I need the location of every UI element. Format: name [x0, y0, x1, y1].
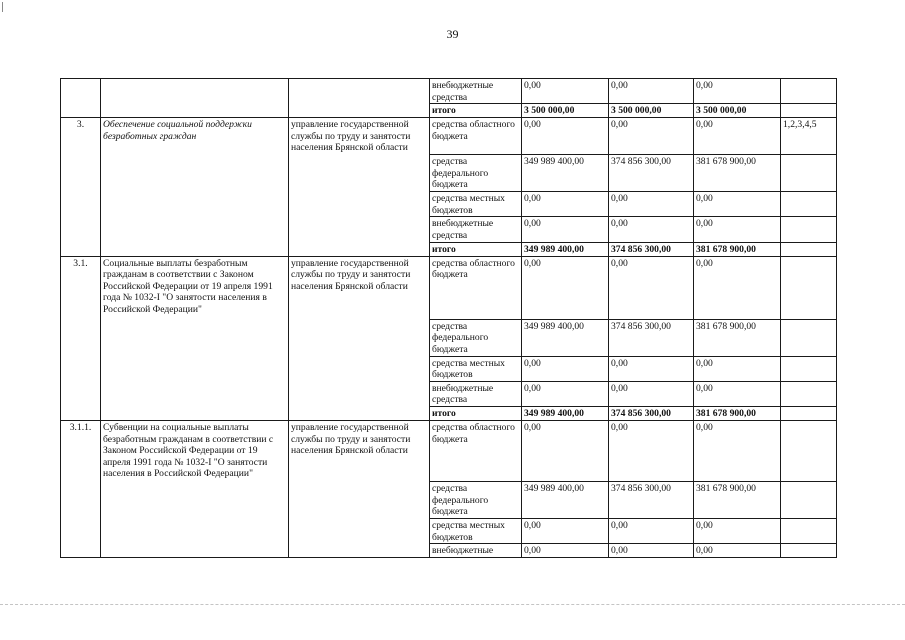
funding-source-cell: средства федерального бюджета — [430, 155, 522, 192]
funding-source-cell: внебюджетные средства — [430, 381, 522, 406]
value-cell-3: 381 678 900,00 — [694, 319, 781, 356]
value-cell-2: 0,00 — [609, 420, 694, 481]
value-cell-2: 3 500 000,00 — [609, 104, 694, 118]
value-cell-3: 0,00 — [694, 256, 781, 319]
indicator-goals-cell — [781, 356, 837, 381]
value-cell-1: 0,00 — [522, 518, 609, 543]
funding-source-cell: внебюджетные средства — [430, 217, 522, 242]
value-cell-2: 374 856 300,00 — [609, 481, 694, 518]
indicator-goals-cell — [781, 242, 837, 256]
value-cell-1: 3 500 000,00 — [522, 104, 609, 118]
table-row — [61, 79, 837, 104]
value-cell-1: 0,00 — [522, 356, 609, 381]
value-cell-2: 374 856 300,00 — [609, 406, 694, 420]
indicator-goals-cell — [781, 192, 837, 217]
value-cell-1: 0,00 — [522, 420, 609, 481]
indicator-goals-cell — [781, 155, 837, 192]
value-cell-1: 0,00 — [522, 544, 609, 558]
table-row — [61, 256, 837, 319]
value-cell-2: 374 856 300,00 — [609, 319, 694, 356]
item-number-cell — [61, 79, 101, 118]
funding-source-cell: итого — [430, 104, 522, 118]
value-cell-2: 374 856 300,00 — [609, 242, 694, 256]
value-cell-1: 0,00 — [522, 256, 609, 319]
indicator-goals-cell — [781, 406, 837, 420]
indicator-goals-cell — [781, 217, 837, 242]
indicator-goals-cell — [781, 79, 837, 104]
item-number-cell: 3. — [61, 118, 101, 256]
value-cell-1: 0,00 — [522, 118, 609, 155]
indicator-goals-cell — [781, 104, 837, 118]
value-cell-3: 0,00 — [694, 118, 781, 155]
value-cell-3: 0,00 — [694, 79, 781, 104]
value-cell-2: 0,00 — [609, 381, 694, 406]
value-cell-2: 0,00 — [609, 192, 694, 217]
indicator-goals-cell — [781, 381, 837, 406]
value-cell-3: 0,00 — [694, 518, 781, 543]
value-cell-3: 3 500 000,00 — [694, 104, 781, 118]
value-cell-1: 349 989 400,00 — [522, 242, 609, 256]
scan-artifact-line — [0, 604, 905, 605]
value-cell-1: 0,00 — [522, 192, 609, 217]
executor-cell — [289, 79, 430, 118]
funding-source-cell: средства местных бюджетов — [430, 356, 522, 381]
value-cell-2: 0,00 — [609, 118, 694, 155]
value-cell-2: 0,00 — [609, 79, 694, 104]
page-number: 39 — [446, 27, 459, 41]
value-cell-3: 381 678 900,00 — [694, 481, 781, 518]
value-cell-2: 0,00 — [609, 356, 694, 381]
indicator-goals-cell: 1,2,3,4,5 — [781, 118, 837, 155]
value-cell-2: 0,00 — [609, 256, 694, 319]
scan-edge-mark — [2, 2, 3, 12]
indicator-goals-cell — [781, 518, 837, 543]
value-cell-1: 0,00 — [522, 381, 609, 406]
funding-source-cell: средства федерального бюджета — [430, 481, 522, 518]
funding-source-cell: итого — [430, 242, 522, 256]
funding-source-cell: внебюджетные — [430, 544, 522, 558]
funding-source-cell: средства федерального бюджета — [430, 319, 522, 356]
value-cell-3: 0,00 — [694, 420, 781, 481]
value-cell-3: 0,00 — [694, 381, 781, 406]
executor-cell: управление государственной службы по труду и занятости населения Брянской области — [289, 420, 430, 557]
executor-cell: управление государственной службы по труду и занятости населения Брянской области — [289, 256, 430, 420]
value-cell-3: 381 678 900,00 — [694, 242, 781, 256]
value-cell-1: 349 989 400,00 — [522, 406, 609, 420]
indicator-goals-cell — [781, 319, 837, 356]
item-number-cell: 3.1.1. — [61, 420, 101, 557]
item-name-cell — [101, 79, 289, 118]
item-name-cell: Обеспечение социальной поддержки безработных граждан — [101, 118, 289, 256]
value-cell-1: 0,00 — [522, 217, 609, 242]
value-cell-3: 0,00 — [694, 192, 781, 217]
indicator-goals-cell — [781, 420, 837, 481]
funding-source-cell: итого — [430, 406, 522, 420]
value-cell-3: 0,00 — [694, 544, 781, 558]
value-cell-3: 0,00 — [694, 356, 781, 381]
value-cell-1: 349 989 400,00 — [522, 319, 609, 356]
value-cell-2: 0,00 — [609, 544, 694, 558]
value-cell-3: 381 678 900,00 — [694, 155, 781, 192]
budget-table — [60, 78, 837, 558]
funding-source-cell: средства местных бюджетов — [430, 518, 522, 543]
table-row — [61, 118, 837, 155]
value-cell-3: 0,00 — [694, 217, 781, 242]
indicator-goals-cell — [781, 481, 837, 518]
value-cell-2: 0,00 — [609, 518, 694, 543]
item-number-cell: 3.1. — [61, 256, 101, 420]
funding-source-cell: внебюджетные средства — [430, 79, 522, 104]
table-row — [61, 420, 837, 481]
value-cell-3: 381 678 900,00 — [694, 406, 781, 420]
funding-source-cell: средства областного бюджета — [430, 256, 522, 319]
indicator-goals-cell — [781, 544, 837, 558]
funding-source-cell: средства местных бюджетов — [430, 192, 522, 217]
indicator-goals-cell — [781, 256, 837, 319]
item-name-cell: Субвенции на социальные выплаты безработным гражданам в соответствии с Законом Российской Федерации от 19 апреля 1991 года № 1032-I "О занятости населения в Российской Федерации" — [101, 420, 289, 557]
value-cell-1: 349 989 400,00 — [522, 155, 609, 192]
value-cell-1: 0,00 — [522, 79, 609, 104]
executor-cell: управление государственной службы по труду и занятости населения Брянской области — [289, 118, 430, 256]
funding-source-cell: средства областного бюджета — [430, 118, 522, 155]
funding-source-cell: средства областного бюджета — [430, 420, 522, 481]
value-cell-1: 349 989 400,00 — [522, 481, 609, 518]
budget-table-body — [61, 79, 837, 558]
value-cell-2: 0,00 — [609, 217, 694, 242]
value-cell-2: 374 856 300,00 — [609, 155, 694, 192]
item-name-cell: Социальные выплаты безработным гражданам в соответствии с Законом Российской Федерации от 19 апреля 1991 года № 1032-I "О занятости населения в Российской Федерации" — [101, 256, 289, 420]
